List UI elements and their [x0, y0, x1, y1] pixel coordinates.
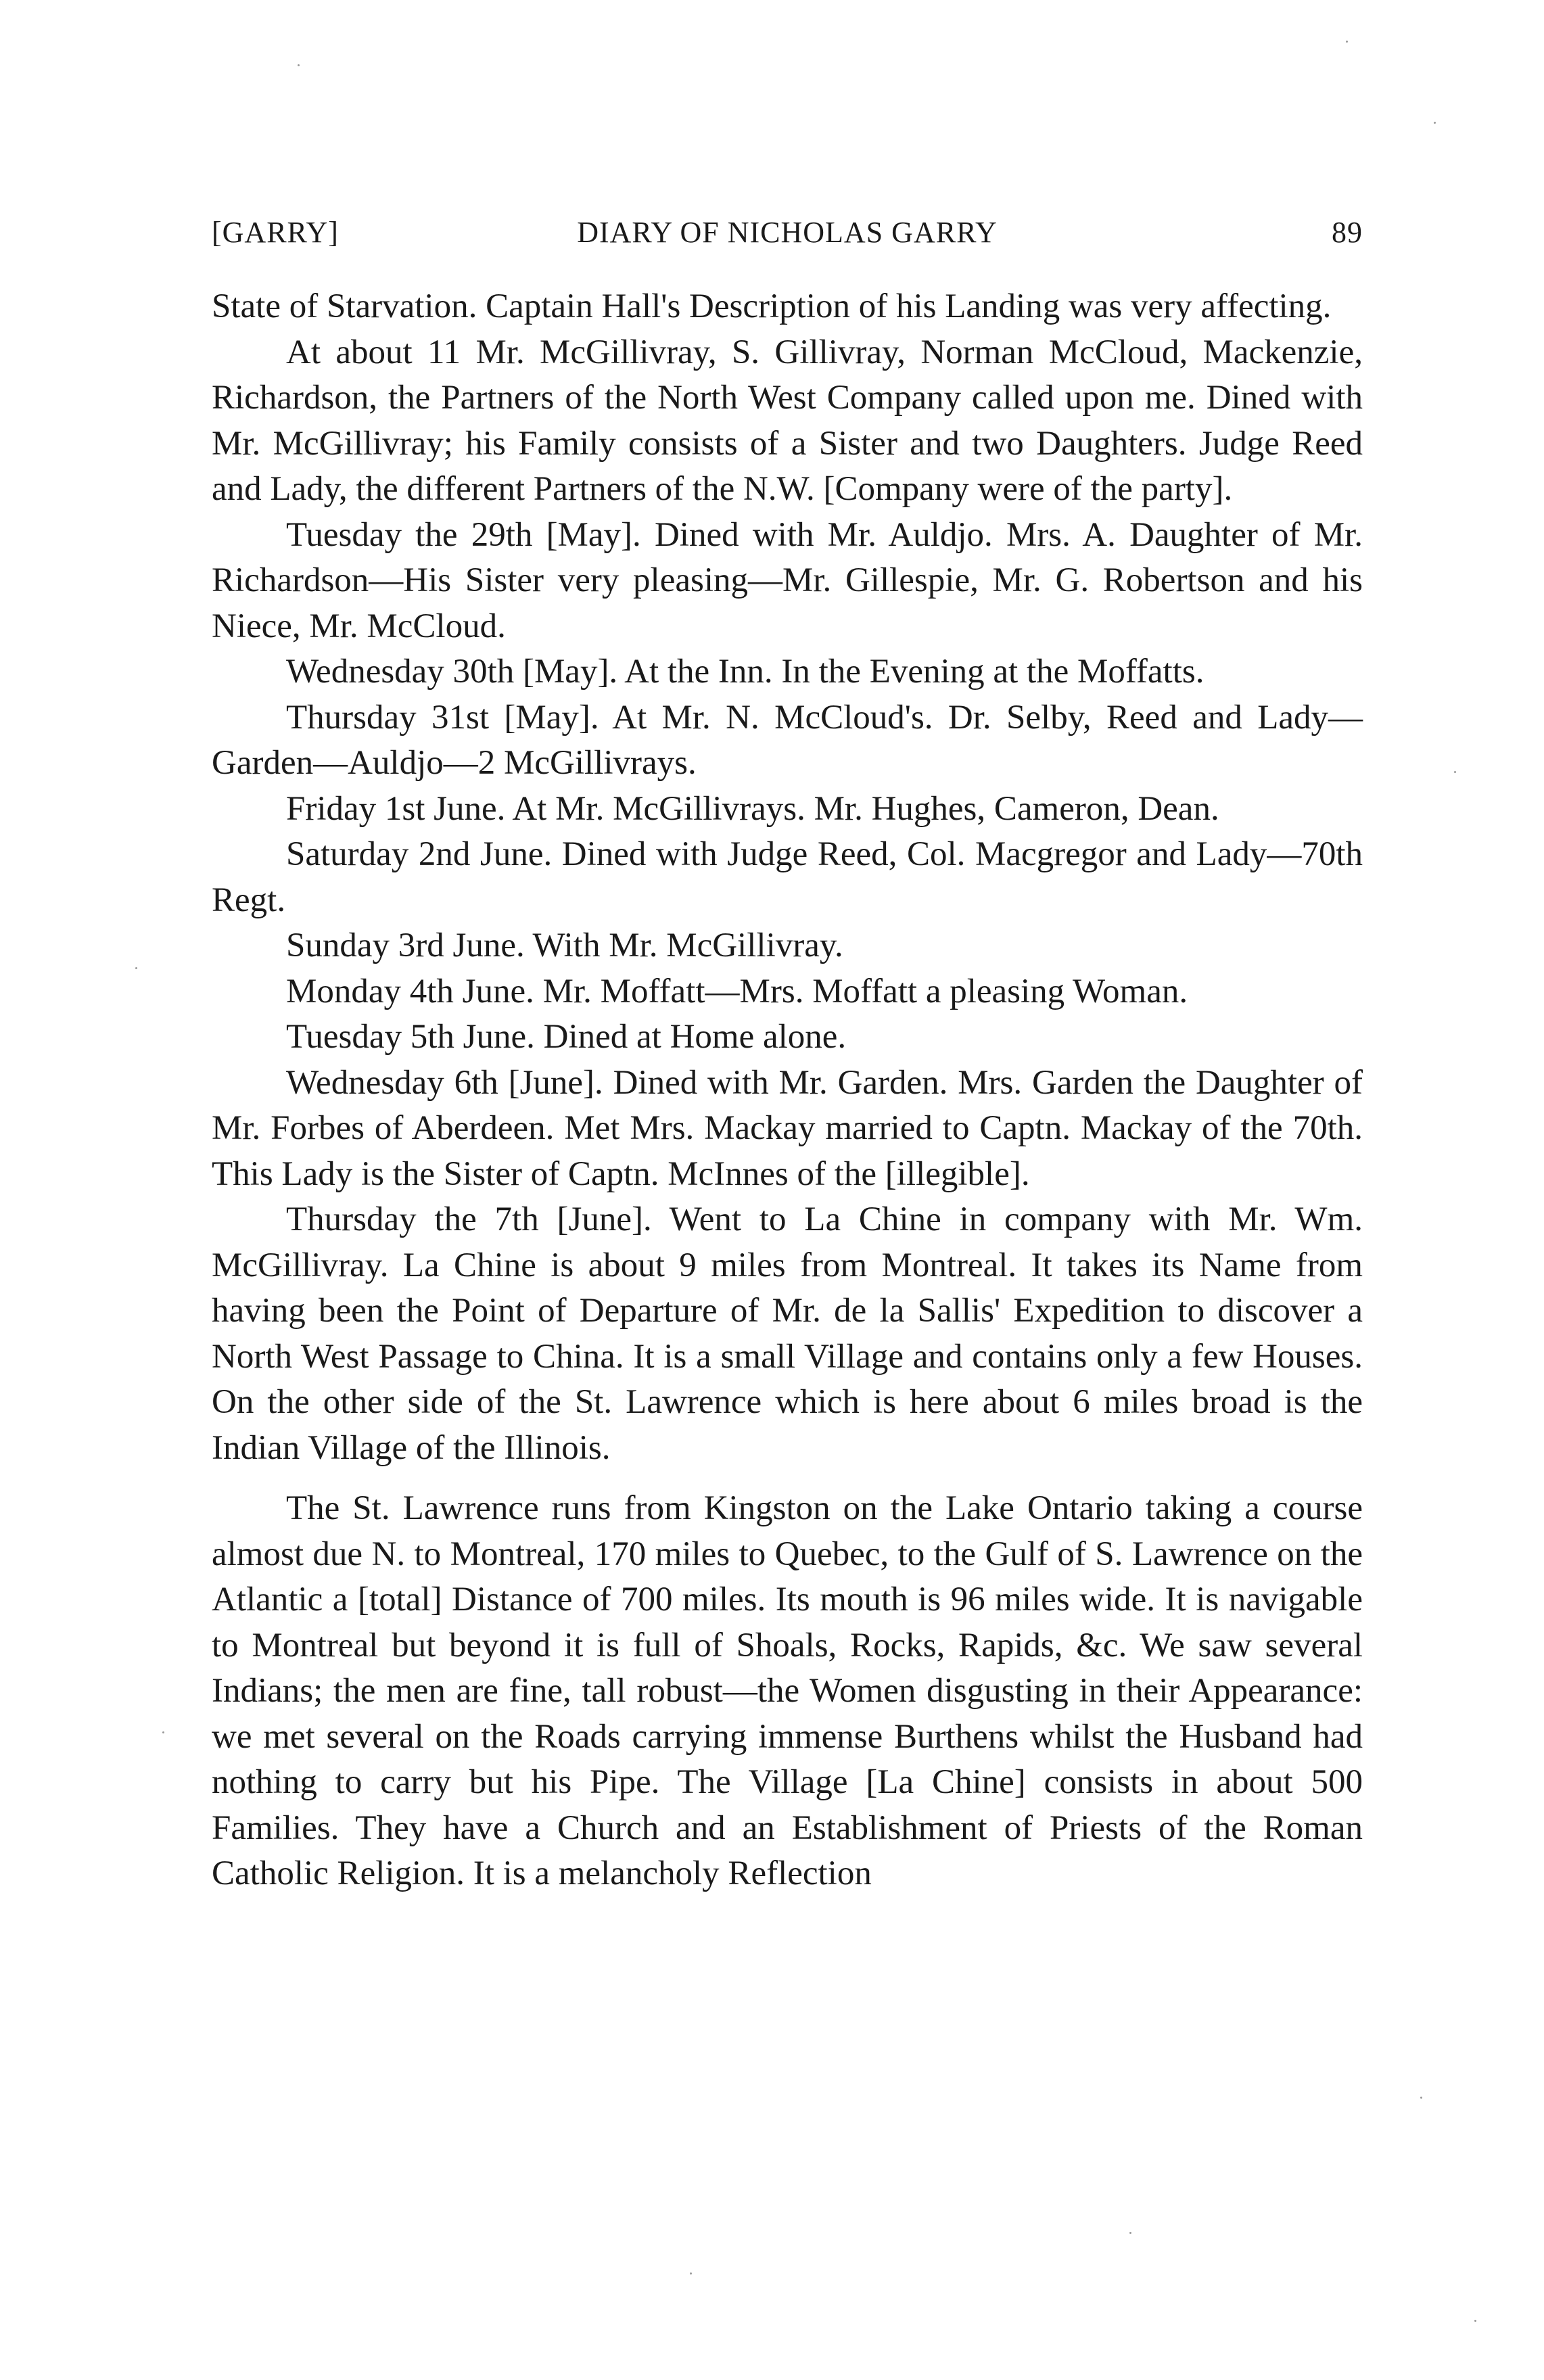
- scan-speck: [135, 967, 137, 969]
- paragraph: Tuesday 5th June. Dined at Home alone.: [286, 1018, 847, 1056]
- page-number: 89: [1332, 216, 1363, 249]
- paragraph: Wednesday 30th [May]. At the Inn. In the Evening at the Moffatts.: [286, 653, 1204, 691]
- scan-speck: [1454, 771, 1456, 773]
- paragraph: Sunday 3rd June. With Mr. McGillivray.: [286, 927, 843, 964]
- scan-speck: [690, 2272, 692, 2274]
- paragraph: Wednesday 6th [June]. Dined with Mr. Garden. Mrs. Garden the Daughter of Mr. Forbes of Aberdeen. Met Mrs. Mackay married to Captn. Mackay of the 70th. This Lady is the Sister of Captn. McInnes of the [illegible].: [212, 1063, 1363, 1193]
- paragraph: At about 11 Mr. McGillivray, S. Gillivray, Norman McCloud, Mackenzie, Richardson, the Partners of the North West Company called upon me. Dined with Mr. McGillivray; his Family consists of a Sister and two Daughters. Judge Reed and Lady, the different Partners of the N.W. [Company were of the party].: [212, 333, 1363, 508]
- paragraph: State of Starvation. Captain Hall's Description of his Landing was very affecting.: [212, 287, 1332, 325]
- scan-speck: [1474, 2320, 1476, 2322]
- scan-speck: [1346, 41, 1348, 43]
- header-title: DIARY OF NICHOLAS GARRY: [577, 216, 998, 249]
- paragraph: Monday 4th June. Mr. Moffatt—Mrs. Moffatt a pleasing Woman.: [286, 972, 1188, 1010]
- paragraph: Thursday 31st [May]. At Mr. N. McCloud's. Dr. Selby, Reed and Lady—Garden—Auldjo—2 McGillivrays.: [212, 698, 1363, 782]
- header-left-label: [GARRY]: [212, 216, 339, 249]
- running-header: [212, 215, 1363, 262]
- paragraph: Friday 1st June. At Mr. McGillivrays. Mr. Hughes, Cameron, Dean.: [286, 789, 1219, 828]
- paragraph: The St. Lawrence runs from Kingston on the Lake Ontario taking a course almost due N. to Montreal, 170 miles to Quebec, to the Gulf of S. Lawrence on the Atlantic a [total] Distance of 700 miles. Its mouth is 96 miles wide. It is navigable to Montreal but beyond it is full of Shoals, Rocks, Rapids, &c. We saw several Indians; the men are fine, tall robust—the Women disgusting in their Appearance: we met several on the Roads carrying immense Burthens whilst the Husband had nothing to carry but his Pipe. The Village [La Chine] consists in about 500 Families. They have a Church and an Establishment of Priests of the Roman Catholic Religion. It is a melancholy Reflection: [212, 1489, 1363, 1892]
- body-text: [212, 284, 1363, 1897]
- scan-speck: [1129, 2232, 1131, 2234]
- scan-speck: [1434, 122, 1436, 124]
- scan-speck: [298, 64, 300, 66]
- scan-speck: [162, 1731, 164, 1733]
- paragraph: Tuesday the 29th [May]. Dined with Mr. Auldjo. Mrs. A. Daughter of Mr. Richardson—His Sister very pleasing—Mr. Gillespie, Mr. G. Robertson and his Niece, Mr. McCloud.: [212, 515, 1363, 645]
- paragraph: Saturday 2nd June. Dined with Judge Reed, Col. Macgregor and Lady—70th Regt.: [212, 835, 1363, 919]
- scan-speck: [1420, 2097, 1422, 2099]
- paragraph: Thursday the 7th [June]. Went to La Chine in company with Mr. Wm. McGillivray. La Chine is about 9 miles from Montreal. It takes its Name from having been the Point of Departure of Mr. de la Sallis' Expedition to discover a North West Passage to China. It is a small Village and contains only a few Houses. On the other side of the St. Lawrence which is here about 6 miles broad is the Indian Village of the Illinois.: [212, 1200, 1363, 1467]
